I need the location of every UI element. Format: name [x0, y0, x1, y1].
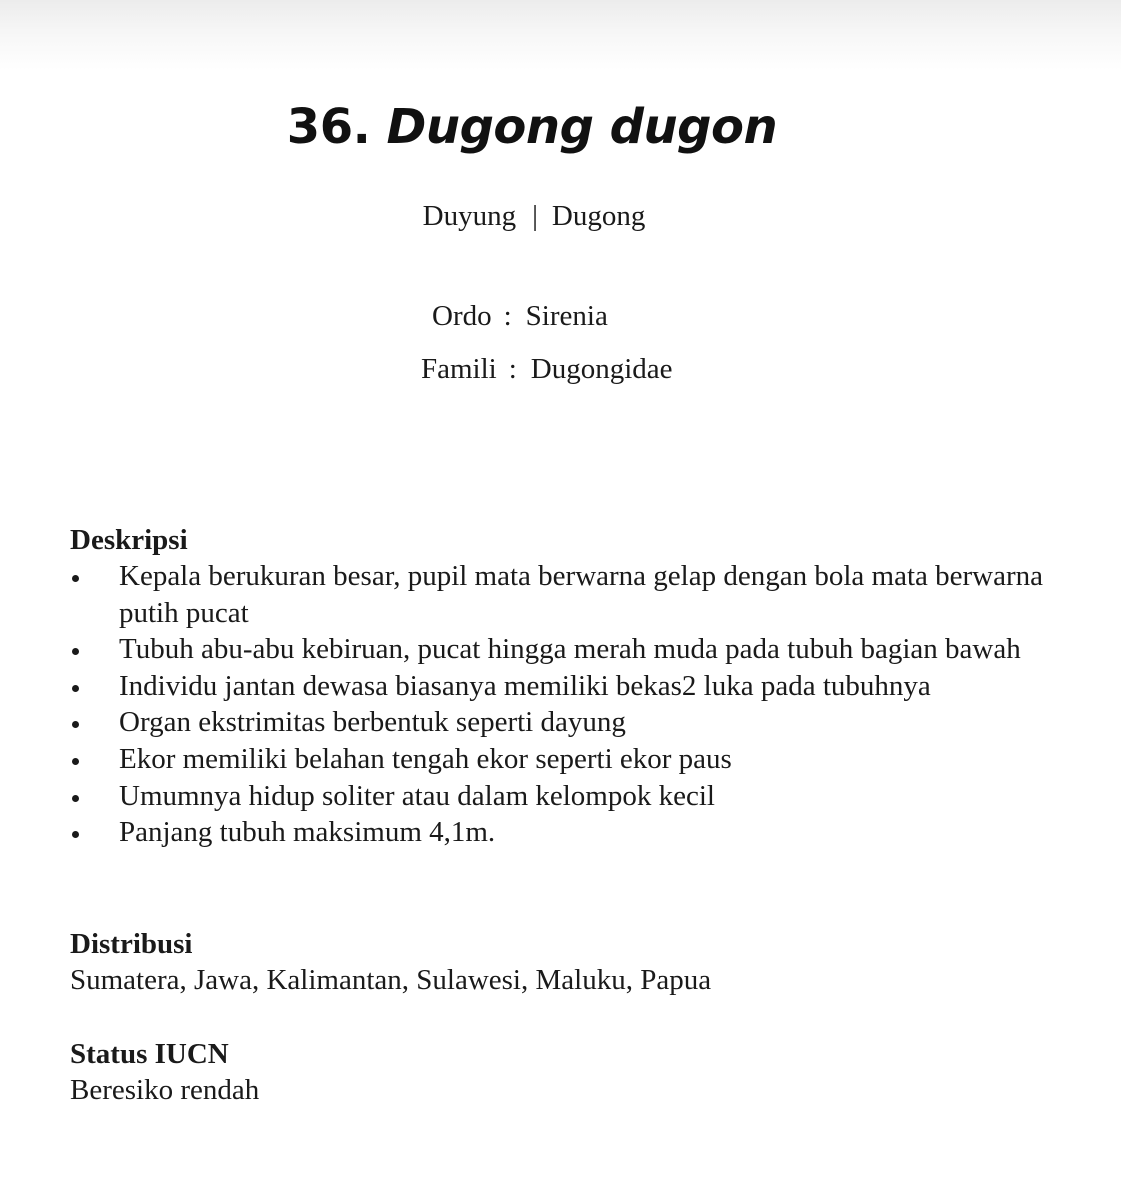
bullet-icon	[72, 831, 79, 838]
list-item	[70, 631, 1070, 668]
ordo-colon: :	[503, 300, 512, 332]
list-item-text: Umumnya hidup soliter atau dalam kelompok kecil	[119, 779, 715, 812]
list-item-text: Individu jantan dewasa biasanya memiliki bekas2 luka pada tubuhnya	[119, 669, 931, 702]
bullet-icon	[72, 758, 79, 765]
list-item	[70, 558, 1070, 631]
common-name-separator: |	[532, 200, 538, 232]
list-item-text: Panjang tubuh maksimum 4,1m.	[119, 816, 496, 849]
ordo-value: Sirenia	[525, 300, 608, 332]
taxonomy-famili-row	[421, 349, 673, 389]
common-name-english: Dugong	[551, 200, 646, 232]
ordo-label: Ordo	[432, 300, 492, 332]
status-iucn-section	[70, 1036, 1070, 1108]
list-item	[70, 668, 1070, 705]
bullet-icon	[72, 685, 79, 692]
status-iucn-text: Beresiko rendah	[70, 1074, 260, 1106]
deskripsi-section	[70, 522, 1070, 851]
taxonomy-ordo-row	[432, 296, 608, 336]
famili-colon: :	[508, 353, 517, 385]
common-names	[0, 196, 1068, 236]
deskripsi-heading: Deskripsi	[70, 524, 188, 556]
famili-label: Famili	[421, 353, 497, 385]
species-scientific-name: Dugong dugon	[386, 99, 778, 155]
distribusi-text: Sumatera, Jawa, Kalimantan, Sulawesi, Maluku, Papua	[70, 964, 712, 996]
list-item	[70, 704, 1070, 741]
list-item	[70, 814, 1070, 851]
bullet-icon	[72, 648, 79, 655]
distribusi-heading: Distribusi	[70, 928, 193, 960]
page-title	[0, 94, 1064, 160]
status-iucn-heading: Status IUCN	[70, 1038, 229, 1070]
species-number: 36.	[286, 99, 371, 155]
list-item-text: Kepala berukuran besar, pupil mata berwarna gelap dengan bola mata berwarna putih pucat	[119, 560, 1043, 629]
list-item-text: Ekor memiliki belahan tengah ekor seperti ekor paus	[119, 742, 732, 775]
bullet-icon	[72, 721, 79, 728]
deskripsi-list	[70, 558, 1070, 851]
list-item-text: Organ ekstrimitas berbentuk seperti dayung	[119, 706, 626, 739]
common-name-local: Duyung	[422, 200, 517, 232]
bullet-icon	[72, 575, 79, 582]
list-item	[70, 741, 1070, 778]
famili-value: Dugongidae	[530, 353, 673, 385]
bullet-icon	[72, 795, 79, 802]
list-item-text: Tubuh abu-abu kebiruan, pucat hingga merah muda pada tubuh bagian bawah	[119, 633, 1021, 666]
distribusi-section	[70, 926, 1070, 998]
list-item	[70, 778, 1070, 815]
